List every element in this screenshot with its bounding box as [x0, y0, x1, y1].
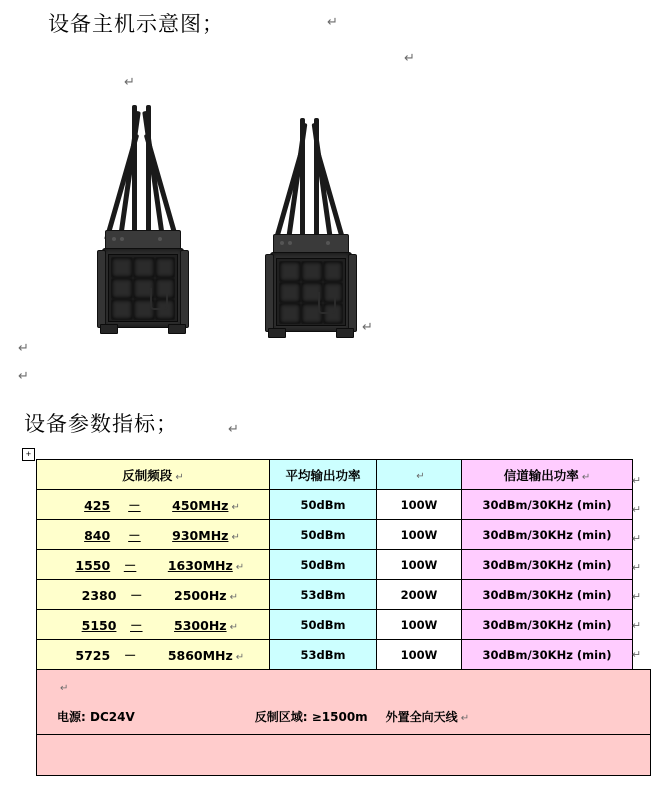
cell-peak-power: 100W: [377, 610, 462, 640]
band-high: 5860MHz: [167, 647, 233, 663]
line-end-mark: ↵: [632, 562, 642, 574]
band-high: 2500Hz: [174, 587, 227, 603]
device-illustration-right: [260, 110, 370, 330]
band-low: 425: [84, 497, 111, 513]
header-band: 反制频段 ↵: [37, 460, 270, 490]
header-peak-power: ↵: [377, 460, 462, 490]
cell-peak-power: 100W: [377, 640, 462, 670]
line-end-mark: ↵: [632, 649, 642, 661]
table-row: [37, 670, 651, 735]
band-dash: －: [128, 497, 141, 513]
table-row: [37, 490, 633, 520]
jamming-zone-label: 反制区域: ≥1500m: [254, 709, 368, 724]
cell-band: 1550 － 1630MHz ↵: [37, 550, 270, 580]
line-end-mark: ↵: [632, 504, 642, 516]
cell-peak-power: 200W: [377, 580, 462, 610]
paragraph-mark: ↵: [124, 74, 135, 89]
cell-band: 425 － 450MHz ↵: [37, 490, 270, 520]
cell-average-power: 53dBm: [270, 640, 377, 670]
cell-band: 5150 － 5300Hz ↵: [37, 610, 270, 640]
section-title-parameters: 设备参数指标；: [24, 412, 178, 436]
band-low: 2380: [81, 587, 117, 603]
cell-footer-info: ↵ 电源: DC24V 反制区域: ≥1500m 外置全向天线 ↵: [37, 670, 651, 735]
header-band-label: 反制频段: [122, 467, 173, 483]
page-title: 设备主机示意图；: [48, 12, 224, 36]
cell-channel-power: 30dBm/30KHz (min): [462, 580, 633, 610]
table-row: [37, 550, 633, 580]
cell-peak-power: 100W: [377, 550, 462, 580]
antenna-label: 外置全向天线: [385, 709, 458, 724]
cell-channel-power: 30dBm/30KHz (min): [462, 520, 633, 550]
band-dash: －: [130, 617, 143, 633]
paragraph-mark: ↵: [228, 421, 239, 436]
table-row: [37, 640, 633, 670]
cell-average-power: 53dBm: [270, 580, 377, 610]
line-end-mark: ↵: [632, 533, 642, 545]
table-row: [37, 520, 633, 550]
table-row: [37, 610, 633, 640]
table-row: [37, 580, 633, 610]
cell-peak-power: 100W: [377, 490, 462, 520]
band-high: 1630MHz: [167, 557, 233, 573]
cell-channel-power: 30dBm/30KHz (min): [462, 550, 633, 580]
cell-footer-blank: [37, 735, 651, 776]
header-channel-power-label: 信道输出功率: [503, 467, 579, 483]
cell-band: 840 － 930MHz ↵: [37, 520, 270, 550]
band-high: 5300Hz: [174, 617, 227, 633]
line-end-mark: ↵: [632, 620, 642, 632]
paragraph-mark: ↵: [18, 368, 29, 383]
paragraph-mark: ↵: [404, 50, 415, 65]
header-channel-power: 信道输出功率 ↵: [462, 460, 633, 490]
cell-average-power: 50dBm: [270, 490, 377, 520]
cell-peak-power: 100W: [377, 520, 462, 550]
cell-channel-power: 30dBm/30KHz (min): [462, 490, 633, 520]
device-illustration-left: [92, 100, 202, 330]
paragraph-mark: ↵: [362, 319, 373, 334]
power-label: 电源: DC24V: [57, 709, 135, 724]
band-dash: －: [130, 587, 143, 603]
specification-table: [36, 459, 633, 670]
cell-average-power: 50dBm: [270, 520, 377, 550]
band-dash: －: [123, 557, 137, 573]
band-high: 930MHz: [172, 527, 229, 543]
line-end-mark: ↵: [632, 591, 642, 603]
cell-channel-power: 30dBm/30KHz (min): [462, 610, 633, 640]
paragraph-mark: ↵: [327, 14, 338, 29]
band-dash: －: [128, 527, 141, 543]
band-dash: －: [123, 647, 137, 663]
cell-band: 5725 － 5860MHz ↵: [37, 640, 270, 670]
cell-average-power: 50dBm: [270, 550, 377, 580]
table-row: [37, 735, 651, 776]
line-end-mark: ↵: [632, 475, 642, 487]
band-low: 5150: [81, 617, 117, 633]
header-average-power-label: 平均输出功率: [285, 467, 361, 483]
band-low: 5725: [75, 647, 111, 663]
table-move-handle[interactable]: +: [22, 448, 35, 461]
table-header-row: [37, 460, 633, 490]
cell-average-power: 50dBm: [270, 610, 377, 640]
header-average-power: [270, 460, 377, 490]
cell-channel-power: 30dBm/30KHz (min): [462, 640, 633, 670]
paragraph-mark: ↵: [18, 340, 29, 355]
footer-table: [36, 669, 651, 776]
band-high: 450MHz: [172, 497, 229, 513]
band-low: 840: [84, 527, 111, 543]
band-low: 1550: [75, 557, 111, 573]
cell-band: 2380 － 2500Hz ↵: [37, 580, 270, 610]
